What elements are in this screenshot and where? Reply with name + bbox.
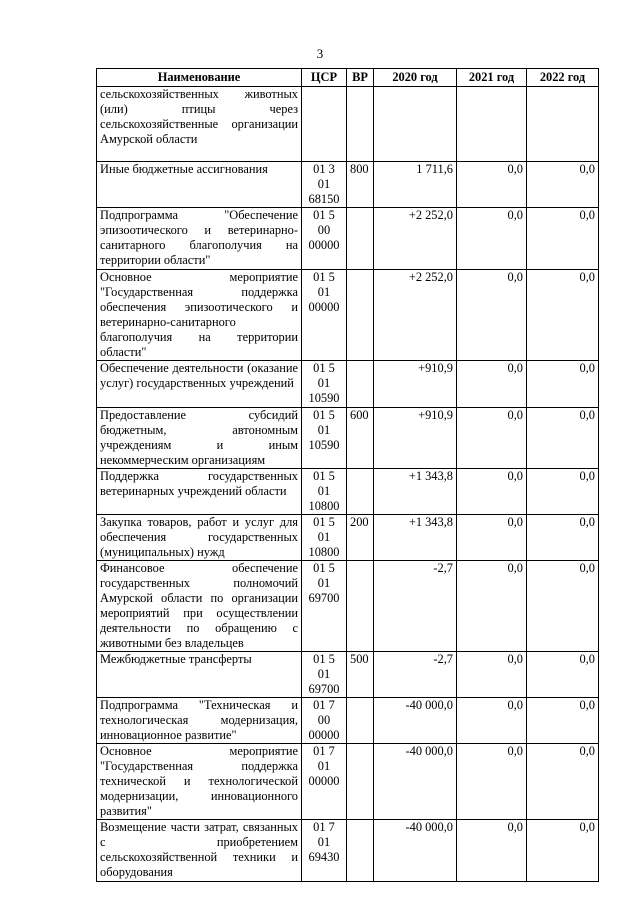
row-2020: -2,7	[374, 561, 457, 652]
row-2021	[457, 87, 527, 162]
csr-part: 01	[317, 376, 331, 390]
table-row	[97, 361, 599, 408]
row-csr	[302, 208, 347, 270]
row-2022: 0,0	[527, 408, 599, 469]
row-2021: 0,0	[457, 561, 527, 652]
row-csr	[302, 162, 347, 208]
csr-part: 68150	[308, 192, 340, 206]
row-2022: 0,0	[527, 162, 599, 208]
budget-table	[96, 68, 599, 882]
csr-part: 01 7	[313, 744, 335, 758]
row-name: Подпрограмма "Обеспечение эпизоотического и ветеринарно-санитарного благополучия на территории области"	[97, 208, 302, 270]
row-2021: 0,0	[457, 469, 527, 515]
header-row	[97, 69, 599, 87]
row-2020: -2,7	[374, 652, 457, 698]
row-2020: +1 343,8	[374, 469, 457, 515]
row-2020: +2 252,0	[374, 208, 457, 270]
row-csr	[302, 408, 347, 469]
row-2021: 0,0	[457, 744, 527, 820]
row-csr	[302, 270, 347, 361]
row-2020	[374, 87, 457, 162]
row-vr	[347, 208, 374, 270]
row-csr	[302, 561, 347, 652]
row-2022: 0,0	[527, 469, 599, 515]
row-2022: 0,0	[527, 820, 599, 882]
row-vr	[347, 87, 374, 162]
row-2021: 0,0	[457, 162, 527, 208]
row-name: Возмещение части затрат, связанных с приобретением сельскохозяйственной техники и оборудования	[97, 820, 302, 882]
row-2020: +2 252,0	[374, 270, 457, 361]
csr-part: 69700	[308, 591, 340, 605]
csr-part: 69700	[308, 682, 340, 696]
row-name: сельскохозяйственных животных (или) птицы через сельскохозяйственные организации Амурской области	[97, 87, 302, 162]
csr-part: 01 5	[313, 515, 335, 529]
row-2020: -40 000,0	[374, 744, 457, 820]
table-row	[97, 652, 599, 698]
row-2021: 0,0	[457, 208, 527, 270]
row-csr	[302, 698, 347, 744]
row-name: Обеспечение деятельности (оказание услуг) государственных учреждений	[97, 361, 302, 408]
row-vr: 800	[347, 162, 374, 208]
table-row	[97, 408, 599, 469]
csr-part: 00	[317, 713, 331, 727]
table-row	[97, 744, 599, 820]
csr-part: 01	[317, 423, 331, 437]
row-2021: 0,0	[457, 270, 527, 361]
row-name: Иные бюджетные ассигнования	[97, 162, 302, 208]
csr-part: 00000	[308, 728, 340, 742]
row-name: Межбюджетные трансферты	[97, 652, 302, 698]
csr-part: 00000	[308, 774, 340, 788]
table-header	[97, 69, 599, 87]
row-vr	[347, 361, 374, 408]
row-vr	[347, 270, 374, 361]
csr-part: 00000	[308, 238, 340, 252]
row-name: Основное мероприятие "Государственная поддержка технической и технологической модернизации, инновационного развития"	[97, 744, 302, 820]
row-name: Подпрограмма "Техническая и технологическая модернизация, инновационное развитие"	[97, 698, 302, 744]
row-csr	[302, 469, 347, 515]
page-number: 3	[316, 46, 324, 61]
row-vr	[347, 820, 374, 882]
table-row	[97, 270, 599, 361]
csr-part: 00	[317, 223, 331, 237]
row-csr	[302, 87, 347, 162]
table-row	[97, 820, 599, 882]
table-row	[97, 208, 599, 270]
csr-part: 00000	[308, 300, 340, 314]
csr-part: 01 5	[313, 408, 335, 422]
row-2021: 0,0	[457, 652, 527, 698]
table-row	[97, 515, 599, 561]
csr-part: 01	[317, 484, 331, 498]
row-2022: 0,0	[527, 652, 599, 698]
row-vr	[347, 561, 374, 652]
row-2022: 0,0	[527, 698, 599, 744]
csr-part: 01 5	[313, 652, 335, 666]
row-2021: 0,0	[457, 820, 527, 882]
row-2021: 0,0	[457, 698, 527, 744]
row-vr	[347, 744, 374, 820]
csr-part: 01 5	[313, 270, 335, 284]
row-name: Закупка товаров, работ и услуг для обеспечения государственных (муниципальных) нужд	[97, 515, 302, 561]
row-2022: 0,0	[527, 270, 599, 361]
csr-part: 69430	[308, 850, 340, 864]
header-2020: 2020 год	[374, 69, 457, 87]
table-row	[97, 162, 599, 208]
csr-part: 01 7	[313, 698, 335, 712]
row-2022: 0,0	[527, 744, 599, 820]
csr-part: 01	[317, 285, 331, 299]
table-row	[97, 87, 599, 162]
row-vr: 500	[347, 652, 374, 698]
csr-part: 10800	[308, 499, 340, 513]
row-2020: -40 000,0	[374, 820, 457, 882]
csr-part: 01 5	[313, 469, 335, 483]
header-vr: ВР	[347, 69, 374, 87]
table-row	[97, 698, 599, 744]
table-body	[97, 87, 599, 882]
row-2022: 0,0	[527, 361, 599, 408]
csr-part: 01	[317, 576, 331, 590]
header-2021: 2021 год	[457, 69, 527, 87]
row-name: Поддержка государственных ветеринарных учреждений области	[97, 469, 302, 515]
csr-part: 10590	[308, 438, 340, 452]
table-row	[97, 469, 599, 515]
row-2022: 0,0	[527, 208, 599, 270]
row-2022: 0,0	[527, 515, 599, 561]
csr-part: 01	[317, 667, 331, 681]
csr-part: 10590	[308, 391, 340, 405]
csr-part: 01	[317, 530, 331, 544]
header-name: Наименование	[97, 69, 302, 87]
row-2021: 0,0	[457, 515, 527, 561]
row-2021: 0,0	[457, 408, 527, 469]
row-2020: +1 343,8	[374, 515, 457, 561]
row-csr	[302, 820, 347, 882]
csr-part: 01	[317, 177, 331, 191]
row-name: Предоставление субсидий бюджетным, автономным учреждениям и иным некоммерческим организациям	[97, 408, 302, 469]
csr-part: 01	[317, 835, 331, 849]
row-2020: +910,9	[374, 408, 457, 469]
row-name: Основное мероприятие "Государственная поддержка обеспечения эпизоотического и ветеринарно-санитарного благополучия на территории области"	[97, 270, 302, 361]
row-name: Финансовое обеспечение государственных полномочий Амурской области по организации мероприятий при осуществлении деятельности по обращению с животными без владельцев	[97, 561, 302, 652]
row-2021: 0,0	[457, 361, 527, 408]
row-vr: 200	[347, 515, 374, 561]
row-csr	[302, 361, 347, 408]
row-vr	[347, 698, 374, 744]
csr-part: 01	[317, 759, 331, 773]
row-2022	[527, 87, 599, 162]
csr-part: 01 5	[313, 561, 335, 575]
row-2022: 0,0	[527, 561, 599, 652]
csr-part: 01 5	[313, 361, 335, 375]
header-2022: 2022 год	[527, 69, 599, 87]
table-row	[97, 561, 599, 652]
row-2020: +910,9	[374, 361, 457, 408]
csr-part: 01 5	[313, 208, 335, 222]
row-csr	[302, 744, 347, 820]
row-csr	[302, 515, 347, 561]
csr-part: 01 3	[313, 162, 335, 176]
row-2020: -40 000,0	[374, 698, 457, 744]
csr-part: 01 7	[313, 820, 335, 834]
row-vr	[347, 469, 374, 515]
csr-part: 10800	[308, 545, 340, 559]
header-csr: ЦСР	[302, 69, 347, 87]
row-2020: 1 711,6	[374, 162, 457, 208]
row-csr	[302, 652, 347, 698]
row-vr: 600	[347, 408, 374, 469]
